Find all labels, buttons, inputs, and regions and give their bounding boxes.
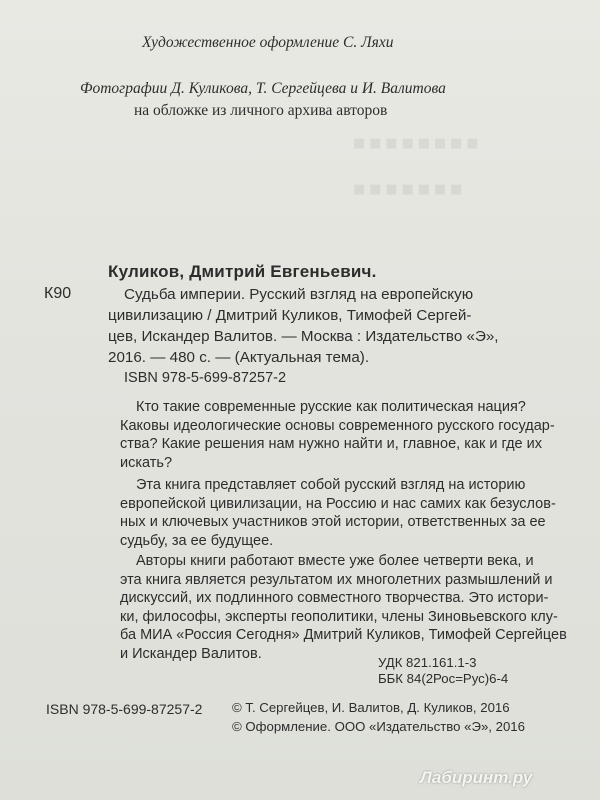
- copyright-design: © Оформление. ООО «Издательство «Э», 2016: [232, 719, 525, 734]
- catalog-isbn: ISBN 978-5-699-87257-2: [124, 370, 287, 386]
- annotation-line: Кто такие современные русские как политическая нация?: [136, 399, 526, 415]
- annotation-line: искать?: [120, 454, 173, 471]
- bbk-code: ББК 84(2Рос=Рус)6-4: [378, 671, 509, 686]
- bibliography-line: цивилизацию / Дмитрий Куликов, Тимофей Сергей-: [108, 307, 472, 324]
- annotation-line: ства? Какие решения нам нужно найти и, главное, как и где их: [120, 436, 542, 452]
- annotation-line: ба МИА «Россия Сегодня» Дмитрий Куликов, Тимофей Сергейцев: [120, 627, 567, 643]
- annotation-line: эта книга является результатом их многолетних размышлений и: [120, 571, 553, 588]
- annotation-line: европейской цивилизации, на Россию и нас самих как безуслов-: [120, 495, 556, 512]
- annotation-line: судьбу, за ее будущее.: [120, 532, 274, 549]
- catalog-code: К90: [44, 285, 72, 302]
- watermark-logo: Лабиринт.ру: [420, 768, 533, 787]
- footer-isbn: ISBN 978-5-699-87257-2: [46, 701, 203, 717]
- design-credit: Художественное оформление С. Ляхи: [142, 34, 394, 51]
- udk-code: УДК 821.161.1-3: [378, 655, 477, 670]
- catalog-author: Куликов, Дмитрий Евгеньевич.: [108, 262, 377, 281]
- annotation-line: и Искандер Валитов.: [120, 645, 262, 662]
- bibliography-line: цев, Искандер Валитов. — Москва : Издательство «Э»,: [108, 328, 499, 345]
- show-through-text: ▪▪▪▪▪▪▪▪ ▪▪▪▪▪▪▪: [350, 121, 480, 211]
- annotation-line: Эта книга представляет собой русский взгляд на историю: [136, 477, 526, 493]
- annotation-line: Каковы идеологические основы современного русского государ-: [120, 417, 555, 434]
- photo-credit-line2: на обложке из личного архива авторов: [134, 102, 388, 119]
- annotation-line: дискуссий, их подлинного совместного творчества. Это истори-: [120, 590, 549, 606]
- annotation-paragraph: [120, 476, 556, 550]
- photo-credit-line1: Фотографии Д. Куликова, Т. Сергейцева и И. Валитова: [80, 80, 446, 97]
- annotation-line: ки, философы, эксперты геополитики, члены Зиновьевского клу-: [120, 608, 558, 625]
- bibliography-line: Судьба империи. Русский взгляд на европейскую: [124, 286, 474, 303]
- annotation-paragraph: [120, 398, 555, 472]
- copyright-authors: © Т. Сергейцев, И. Валитов, Д. Куликов, 2016: [232, 700, 510, 715]
- annotation-line: Авторы книги работают вместе уже более четверти века, и: [136, 553, 534, 569]
- annotation-line: ных и ключевых участников этой истории, ответственных за ее: [120, 514, 546, 530]
- bibliography-line: 2016. — 480 с. — (Актуальная тема).: [108, 349, 370, 366]
- annotation-paragraph: [120, 552, 567, 663]
